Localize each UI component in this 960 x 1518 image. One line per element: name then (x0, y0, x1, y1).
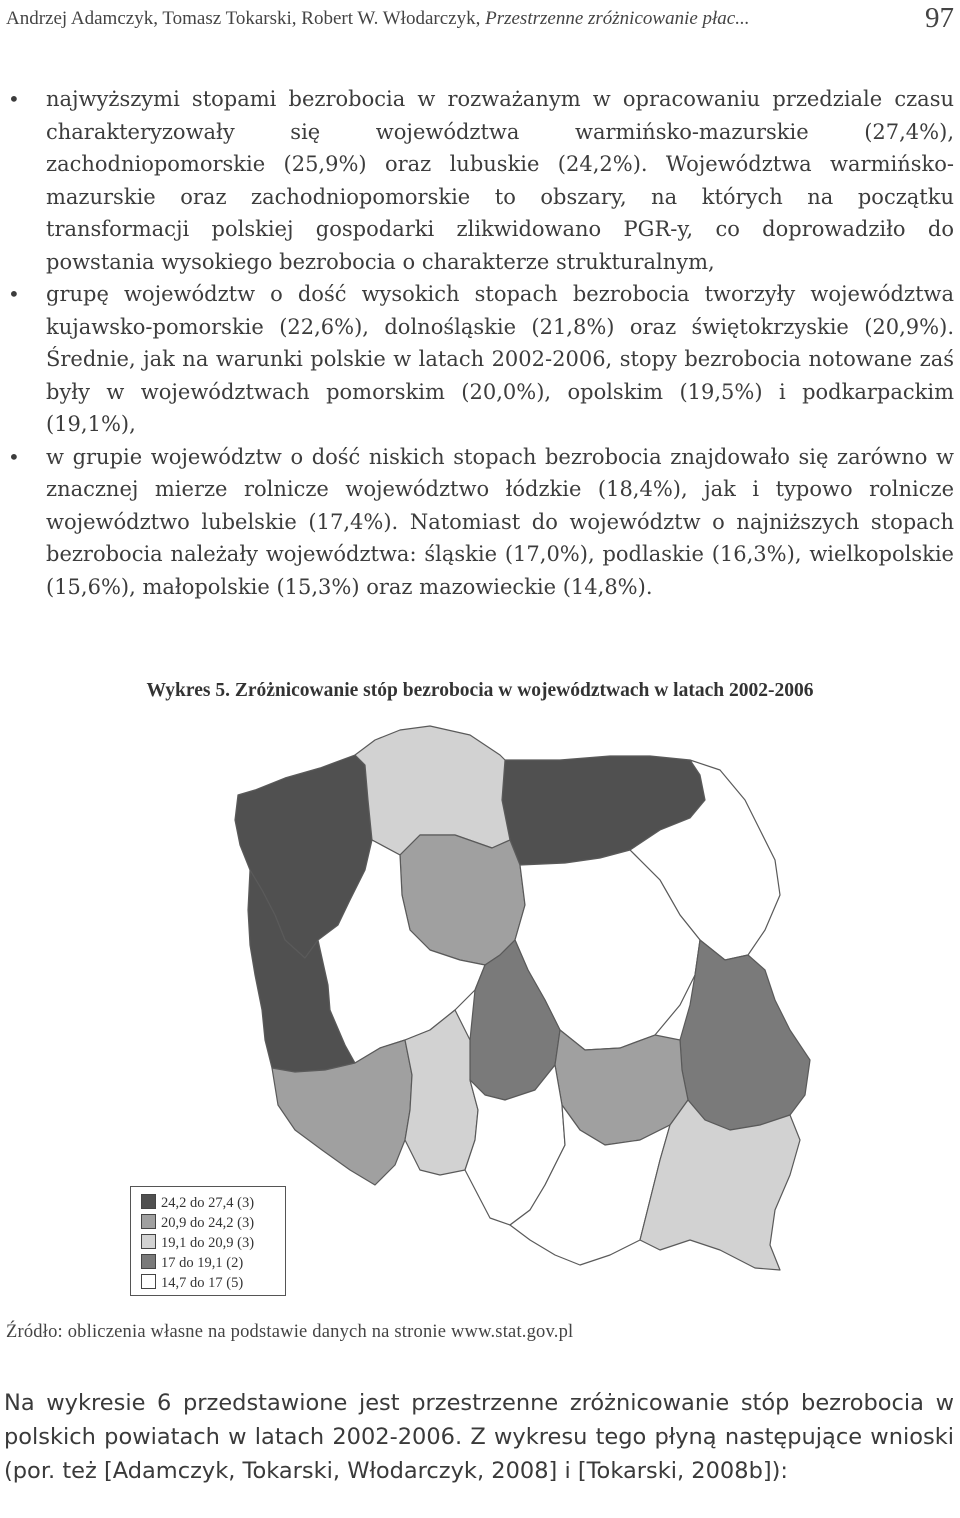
header-authors: Andrzej Adamczyk, Tomasz Tokarski, Robert W. Włodarczyk, (6, 8, 481, 29)
legend-swatch (141, 1254, 156, 1269)
legend-label: 17 do 19,1 (2) (161, 1255, 244, 1271)
page-number: 97 (925, 2, 954, 34)
figure-source: Źródło: obliczenia własne na podstawie danych na stronie www.stat.gov.pl (6, 1322, 574, 1342)
legend-item (141, 1194, 254, 1212)
legend-item (141, 1214, 254, 1232)
bullet-text: w grupie województw o dość niskich stopach bezrobocia znajdowało się zarówno w znacznej mierze rolnicze województwo łódzkie (18,4%), jak i typowo rolnicze województwo lubelskie (17,4%). Natomiast do województw o najniższych stopach bezrobocia należały województwa: śląskie (17,0%), podlaskie (16,3%), wielkopolskie (15,6%), małopolskie (15,3%) oraz mazowieckie (14,8%). (46, 444, 954, 599)
map-legend (130, 1186, 286, 1296)
legend-label: 24,2 do 27,4 (3) (161, 1195, 255, 1211)
figure-title: Wykres 5. Zróżnicowanie stóp bezrobocia w województwach w latach 2002-2006 (146, 680, 814, 701)
bullet-text: najwyższymi stopami bezrobocia w rozważanym w opracowaniu przedziale czasu charakteryzowały się województwa warmińsko-mazurskie (27,4%), zachodniopomorskie (25,9%) oraz lubuskie (24,2%). Województwa warmińsko-mazurskie oraz zachodniopomorskie to obszary, na których na początku transformacji polskiej gospodarki zlikwidowano PGR-y, co doprowadziło do powstania wysokiego bezrobocia o charakterze strukturalnym, (46, 87, 954, 274)
header-title: Przestrzenne zróżnicowanie płac... (485, 8, 750, 29)
legend-label: 20,9 do 24,2 (3) (161, 1215, 255, 1231)
body-paragraph: Na wykresie 6 przedstawione jest przestrzenne zróżnicowanie stóp bezrobocia w polskich powiatach w latach 2002-2006. Z wykresu tego płyną następujące wnioski (por. też [Adamczyk, Tokarski, Włodarczyk, 2008] i [Tokarski, 2008b]): (4, 1390, 954, 1484)
header-text (6, 8, 750, 30)
bullet-list (0, 83, 960, 603)
legend-swatch (141, 1214, 156, 1229)
voivodeship-map (225, 722, 845, 1312)
bullet-item (0, 83, 960, 278)
legend-label: 19,1 do 20,9 (3) (161, 1235, 255, 1251)
bullet-icon: • (8, 444, 20, 469)
legend-label: 14,7 do 17 (5) (161, 1275, 244, 1291)
legend-item (141, 1254, 243, 1272)
bullet-icon: • (8, 282, 20, 306)
legend-item (141, 1274, 243, 1292)
region-lubelskie (680, 940, 810, 1130)
legend-swatch (141, 1194, 156, 1209)
legend-item (141, 1234, 254, 1252)
bullet-icon: • (8, 87, 20, 111)
legend-swatch (141, 1274, 156, 1289)
legend-swatch (141, 1234, 156, 1249)
bullet-item (0, 278, 960, 441)
bullet-item (0, 441, 960, 604)
bullet-text: grupę województw o dość wysokich stopach bezrobocia tworzyły województwa kujawsko-pomorskie (22,6%), dolnośląskie (21,8%) oraz świętokrzyskie (20,9%). Średnie, jak na warunki polskie w latach 2002-2006, stopy bezrobocia notowane zaś były w województwach pomorskim (20,0%), opolskim (19,5%) i podkarpackim (19,1%), (46, 282, 954, 436)
running-header (6, 4, 956, 36)
